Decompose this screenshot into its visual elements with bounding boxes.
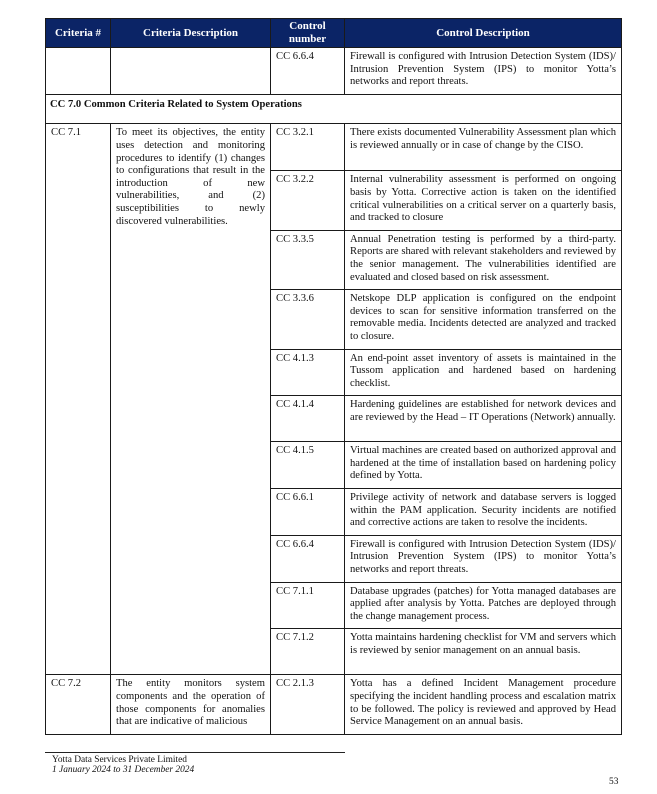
control-description-cell: Internal vulnerability assessment is performed on ongoing basis by Yotta. Corrective action is taken on the identified critical vulnerabilities on a critical server on a quarterly basis, and tracked to closure [345, 171, 622, 230]
control-number-cell: CC 6.6.4 [271, 535, 345, 582]
control-description-cell: Netskope DLP application is configured on the endpoint devices to scan for sensitive information transferred on the removable media. Incidents detected are analyzed and tracked to closure. [345, 290, 622, 349]
section-title: CC 7.0 Common Criteria Related to System Operations [46, 94, 622, 124]
control-description-cell: Privilege activity of network and database servers is logged within the PAM application. Security incidents are notified and corrective actions are taken to resolve the incidents. [345, 489, 622, 536]
footer-divider [45, 752, 345, 753]
header-criteria-description: Criteria Description [111, 19, 271, 48]
criteria-description-cell: The entity monitors system components and the operation of those components for anomalies that are indicative of malicious [111, 675, 271, 734]
footer-company: Yotta Data Services Private Limited [52, 755, 187, 765]
criteria-number-cell: CC 7.1 [46, 124, 111, 675]
control-number-cell: CC 3.3.6 [271, 290, 345, 349]
control-description-cell: Hardening guidelines are established for network devices and are reviewed by the Head – IT Operations (Network) annually. [345, 396, 622, 442]
control-description-cell: Yotta has a defined Incident Management procedure specifying the incident handling process and escalation matrix to be followed. The policy is reviewed and approved by Head Service Management on an annual basis. [345, 675, 622, 734]
control-number-cell: CC 4.1.4 [271, 396, 345, 442]
footer-period: 1 January 2024 to 31 December 2024 [52, 765, 195, 775]
header-control-description: Control Description [345, 19, 622, 48]
control-description-cell: Yotta maintains hardening checklist for VM and servers which is reviewed by senior management on an annual basis. [345, 629, 622, 675]
controls-table [45, 18, 622, 735]
control-number-cell: CC 4.1.5 [271, 442, 345, 489]
control-description-cell: Firewall is configured with Intrusion Detection System (IDS)/ Intrusion Prevention System (IPS) to monitor Yotta’s networks and report threats. [345, 535, 622, 582]
control-description-cell: An end-point asset inventory of assets is maintained in the Tussom application and hardened based on hardening checklist. [345, 349, 622, 396]
criteria-description-cell [111, 48, 271, 95]
criteria-description-cell: To meet its objectives, the entity uses detection and monitoring procedures to identify (1) changes to configurations that result in the introduction of new vulnerabilities, and (2) susceptibilities to newly discovered vulnerabilities. [111, 124, 271, 675]
control-number-cell: CC 7.1.2 [271, 629, 345, 675]
control-number-cell: CC 4.1.3 [271, 349, 345, 396]
control-number-cell: CC 3.2.1 [271, 124, 345, 171]
control-description-cell: Annual Penetration testing is performed by a third-party. Reports are shared with relevant stakeholders and reviewed by the senior management. The vulnerabilities identified are evaluated and closed based on risk assessment. [345, 230, 622, 289]
control-description-cell: Firewall is configured with Intrusion Detection System (IDS)/ Intrusion Prevention System (IPS) to monitor Yotta’s networks and report threats. [345, 48, 622, 95]
control-number-cell: CC 3.3.5 [271, 230, 345, 289]
table-row [46, 124, 622, 171]
table-row [46, 675, 622, 734]
control-number-cell: CC 3.2.2 [271, 171, 345, 230]
control-description-cell: Database upgrades (patches) for Yotta managed databases are applied after analysis by Yotta. Patches are deployed through the change management process. [345, 582, 622, 629]
table-row-carryover [46, 48, 622, 95]
control-description-cell: Virtual machines are created based on authorized approval and hardened at the time of installation based on hardening policy defined by Yotta. [345, 442, 622, 489]
criteria-number-cell: CC 7.2 [46, 675, 111, 734]
criteria-number-cell [46, 48, 111, 95]
table-header-row [46, 19, 622, 48]
header-criteria-number: Criteria # [46, 19, 111, 48]
control-number-cell: CC 2.1.3 [271, 675, 345, 734]
header-control-number: Control number [271, 19, 345, 48]
section-row [46, 94, 622, 124]
control-number-cell: CC 6.6.4 [271, 48, 345, 95]
control-number-cell: CC 6.6.1 [271, 489, 345, 536]
control-number-cell: CC 7.1.1 [271, 582, 345, 629]
page-number: 53 [609, 777, 619, 787]
control-description-cell: There exists documented Vulnerability Assessment plan which is reviewed annually or in case of change by the CISO. [345, 124, 622, 171]
